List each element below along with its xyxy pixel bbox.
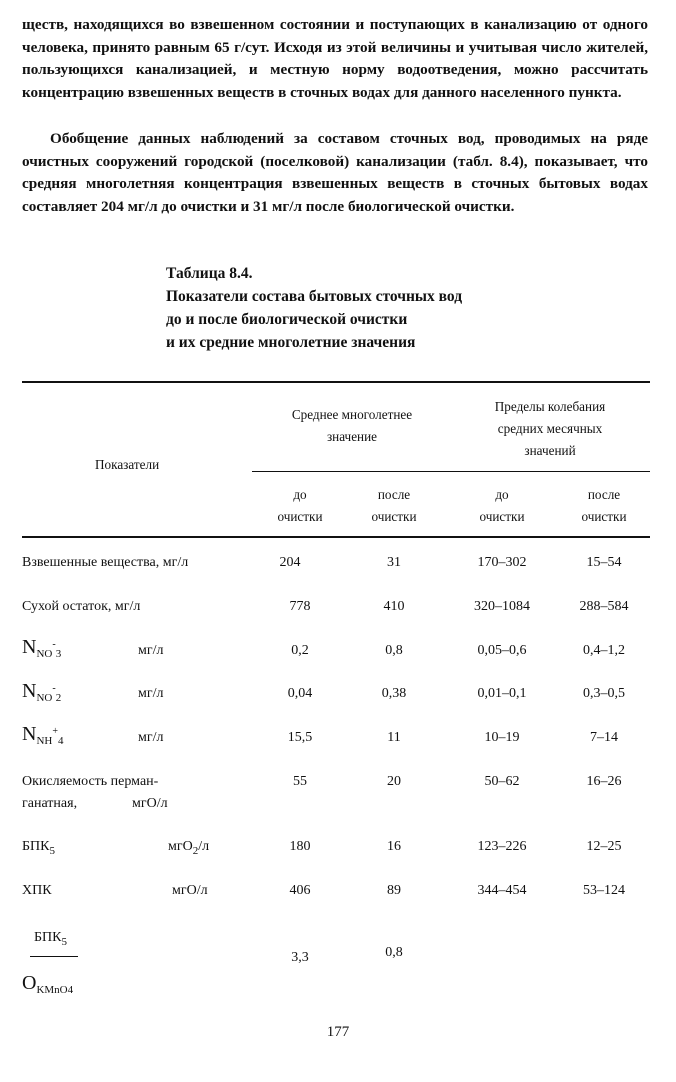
cell-avg-after: 0,38	[381, 686, 407, 701]
cell-avg-after: 20	[387, 774, 401, 789]
cell-range-before: 10–19	[484, 730, 520, 745]
row-unit: мгО$_2$/л	[168, 839, 210, 857]
cell-range-before: 123–226	[477, 839, 527, 854]
cell-avg-before: 0,2	[291, 643, 309, 658]
cell-range-after: 288–584	[579, 599, 629, 614]
cell-avg-before: 0,04	[287, 686, 313, 701]
row-label-formula: $N_{NH}^+_4$	[22, 723, 64, 747]
caption-title-line-3: и их средние многолетние значения	[166, 334, 416, 351]
caption-label: Таблица 8.4.	[166, 265, 253, 282]
paragraph-1: ществ, находящихся во взвешенном состоянии и поступающих в канализацию от одного человека, принято равным 65 г/сут. Исходя из этой величины и учитывая число жителей, пользующихся канализацией, и местную норму водоотведения, можно рассчитать концентрацию взвешенных веществ в сточных водах для данного населенного пункта.	[22, 16, 648, 101]
cell-range-before: 344–454	[477, 883, 527, 898]
cell-avg-before: 3,3	[291, 950, 309, 965]
header-range-before: до очистки	[479, 487, 525, 524]
header-range: Пределы колебания средних месячных значений	[494, 399, 606, 458]
header-average: Среднее многолетнее значение	[291, 407, 413, 444]
row-unit: мг/л	[138, 730, 164, 745]
cell-range-before: 0,01–0,1	[477, 686, 527, 701]
cell-avg-before: 204	[279, 555, 301, 570]
header-range-after: после очистки	[581, 487, 627, 524]
cell-avg-after: 89	[387, 883, 401, 898]
cell-avg-before: 406	[289, 883, 311, 898]
ratio-fraction-bar	[30, 956, 78, 957]
row-label: $БПК_5$	[22, 839, 55, 857]
row-label-formula: $N_{NO}^-_3$	[22, 636, 62, 660]
header-avg-after: после очистки	[371, 487, 417, 524]
cell-range-after: 0,4–1,2	[583, 643, 625, 658]
row-label-formula: $N_{NO}^-_2$	[22, 680, 62, 704]
page-number: 177	[326, 1024, 350, 1040]
cell-avg-after: 0,8	[385, 945, 403, 960]
row-unit: мгО/л	[132, 796, 168, 811]
row-label: Взвешенные вещества, мг/л	[22, 555, 189, 570]
table-caption	[166, 262, 462, 354]
cell-range-before: 170–302	[477, 555, 527, 570]
caption-title-line-2: до и после биологической очистки	[166, 311, 408, 328]
cell-range-after: 7–14	[590, 730, 618, 745]
paragraph-2: Обобщение данных наблюдений за составом сточных вод, проводимых на ряде очистных сооружений городской (поселковой) канализации (табл. 8.4), показывает, что средняя многолетняя концентрация взвешенных веществ в сточных бытовых водах составляет 204 мг/л до очистки и 31 мг/л после биологической очистки.	[22, 130, 648, 215]
cell-range-after: 12–25	[586, 839, 622, 854]
row-label: Окисляемость перман-	[22, 774, 159, 789]
row-unit: мг/л	[138, 686, 164, 701]
cell-range-before: 50–62	[484, 774, 520, 789]
caption-title-line-1: Показатели состава бытовых сточных вод	[166, 288, 463, 305]
cell-avg-before: 778	[289, 599, 311, 614]
row-label: ХПК	[22, 883, 52, 898]
cell-range-before: 320–1084	[474, 599, 530, 614]
header-bottom-rule	[22, 536, 650, 538]
cell-avg-after: 410	[383, 599, 405, 614]
cell-avg-after: 16	[387, 839, 401, 854]
row-unit: мгО/л	[172, 883, 208, 898]
ratio-denominator: $O_{KMnO4}$	[22, 972, 74, 996]
table-top-rule	[22, 381, 650, 383]
cell-avg-before: 55	[293, 774, 307, 789]
cell-range-after: 15–54	[586, 555, 622, 570]
header-mid-rule	[252, 471, 650, 472]
row-unit: мг/л	[138, 643, 164, 658]
cell-range-after: 53–124	[583, 883, 625, 898]
row-label: Сухой остаток, мг/л	[22, 599, 141, 614]
cell-avg-after: 0,8	[385, 643, 403, 658]
cell-range-after: 16–26	[586, 774, 622, 789]
cell-avg-before: 180	[289, 839, 311, 854]
cell-avg-after: 31	[387, 555, 401, 570]
ratio-numerator: $БПК_5$	[34, 930, 67, 948]
header-avg-before: до очистки	[277, 487, 323, 524]
cell-range-after: 0,3–0,5	[583, 686, 625, 701]
cell-avg-before: 15,5	[287, 730, 313, 745]
cell-range-before: 0,05–0,6	[477, 643, 527, 658]
header-indicator: Показатели	[95, 457, 160, 472]
cell-avg-after: 11	[387, 730, 401, 745]
row-label-continued: ганатная,	[22, 796, 78, 811]
